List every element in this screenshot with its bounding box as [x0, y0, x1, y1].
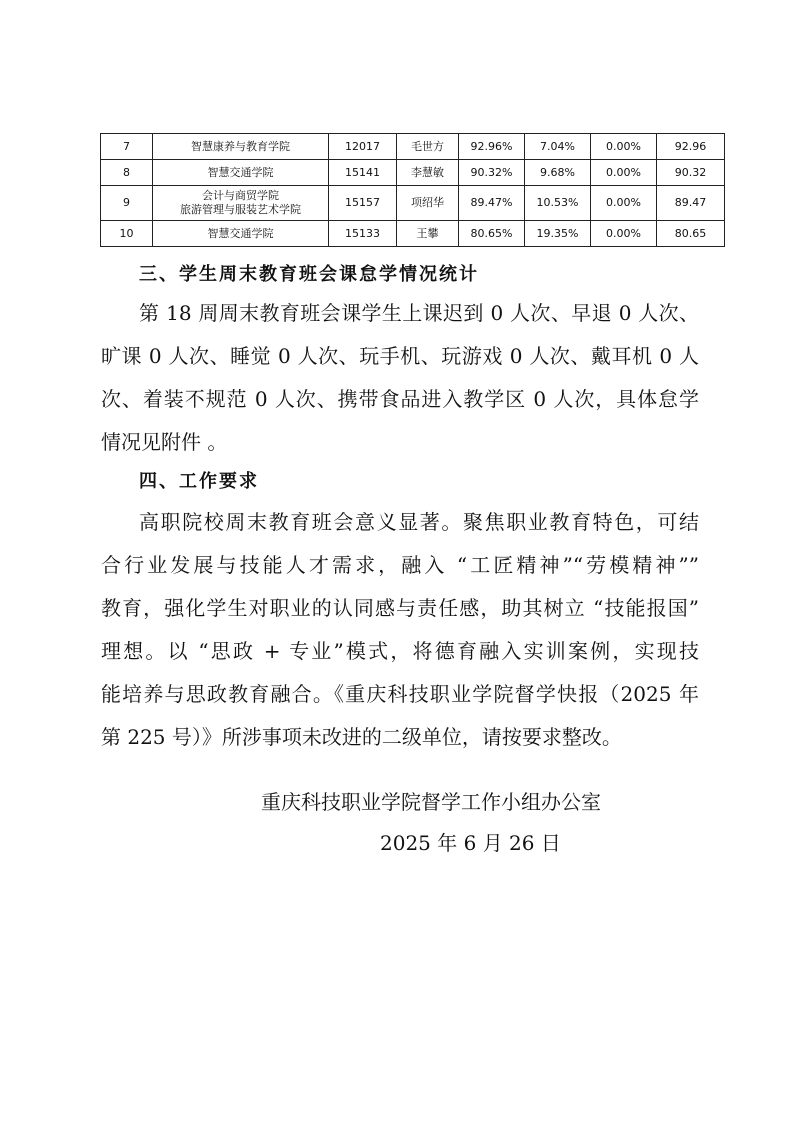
table-cell: 89.47: [657, 186, 725, 221]
table-cell: 15141: [329, 160, 397, 186]
table-row: [101, 186, 725, 221]
paragraph-line: 旷课 0 人次、睡觉 0 人次、玩手机、玩游戏 0 人次、戴耳机 0 人: [101, 344, 699, 368]
table-cell: 王攀: [397, 221, 459, 247]
table-cell: 李慧敏: [397, 160, 459, 186]
table-cell: 9: [101, 186, 153, 221]
table-cell: 8: [101, 160, 153, 186]
table-cell: 项绍华: [397, 186, 459, 221]
table-cell: 10: [101, 221, 153, 247]
table-cell: 15133: [329, 221, 397, 247]
table-cell: 7.04%: [525, 134, 591, 160]
table-body: [101, 134, 725, 247]
table-cell: 92.96%: [459, 134, 525, 160]
paragraph-line: 合行业发展与技能人才需求，融入 “工匠精神”“劳模精神””: [101, 553, 699, 577]
table-cell: 0.00%: [591, 134, 657, 160]
paragraph-line: 第 18 周周末教育班会课学生上课迟到 0 人次、早退 0 人次、: [139, 301, 699, 325]
table-cell: 毛世方: [397, 134, 459, 160]
table-row: [101, 160, 725, 186]
table-cell: 90.32%: [459, 160, 525, 186]
table-cell: 0.00%: [591, 221, 657, 247]
paragraph-line: 高职院校周末教育班会意义显著。聚焦职业教育特色，可结: [139, 510, 699, 534]
attendance-table: [100, 133, 725, 247]
table-cell: 15157: [329, 186, 397, 221]
table-cell: 10.53%: [525, 186, 591, 221]
table-row: [101, 221, 725, 247]
paragraph-line: 第 225 号）》所涉事项未改进的二级单位，请按要求整改。: [101, 725, 622, 749]
table-cell: 80.65: [657, 221, 725, 247]
table-cell: 智慧康养与教育学院: [153, 134, 329, 160]
table-cell: 12017: [329, 134, 397, 160]
paragraph-line: 教育，强化学生对职业的认同感与责任感，助其树立 “技能报国”: [101, 596, 699, 620]
table-cell: 90.32: [657, 160, 725, 186]
table-cell: 0.00%: [591, 186, 657, 221]
section-3-heading: 三、学生周末教育班会课怠学情况统计: [139, 264, 479, 285]
paragraph-line: 理想。以 “思政 + 专业”模式，将德育融入实训案例，实现技: [101, 639, 699, 663]
paragraph-line: 能培养与思政教育融合。《重庆科技职业学院督学快报（2025 年: [101, 682, 699, 706]
table-cell: 智慧交通学院: [153, 221, 329, 247]
table-row: [101, 134, 725, 160]
table-cell: 7: [101, 134, 153, 160]
paragraph-line: 情况见附件 。: [101, 430, 228, 454]
table-cell: 92.96: [657, 134, 725, 160]
signature-office: 重庆科技职业学院督学工作小组办公室: [261, 790, 601, 814]
table-cell: 89.47%: [459, 186, 525, 221]
paragraph-line: 次、着装不规范 0 人次、携带食品进入教学区 0 人次，具体怠学: [101, 387, 699, 411]
table-cell: 会计与商贸学院 旅游管理与服装艺术学院: [153, 186, 329, 221]
table-cell: 智慧交通学院: [153, 160, 329, 186]
section-4-heading: 四、工作要求: [139, 471, 259, 492]
table-cell: 0.00%: [591, 160, 657, 186]
table-cell: 9.68%: [525, 160, 591, 186]
table-cell: 80.65%: [459, 221, 525, 247]
signature-date: 2025 年 6 月 26 日: [380, 831, 561, 855]
table-cell: 19.35%: [525, 221, 591, 247]
